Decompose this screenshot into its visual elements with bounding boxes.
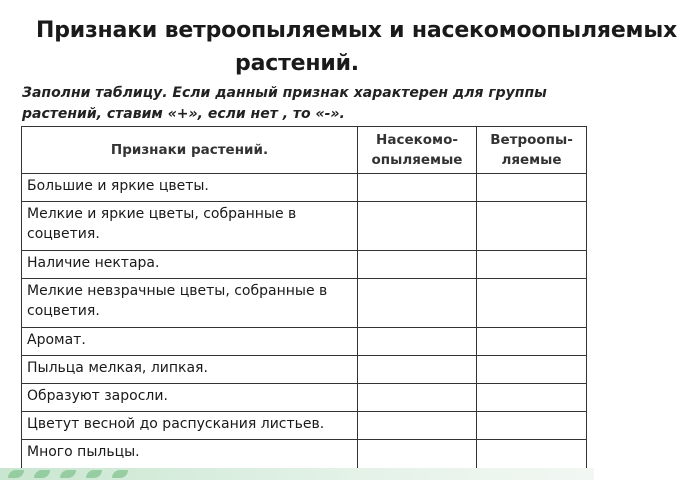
table-row [22, 440, 587, 471]
insect-answer-cell[interactable] [358, 279, 477, 328]
header-insect-text: Насекомо- опыляемые [371, 132, 463, 168]
table-row [22, 328, 587, 356]
leaf-icon [60, 470, 76, 478]
insect-answer-cell[interactable] [358, 328, 477, 356]
feature-cell: Мелкие невзрачные цветы, собранные в соцветия. [22, 279, 358, 328]
wind-answer-cell[interactable] [477, 202, 587, 251]
table-row [22, 384, 587, 412]
feature-cell: Много пыльцы. [22, 440, 358, 471]
table-header-row [22, 127, 587, 174]
feature-cell: Большие и яркие цветы. [22, 174, 358, 202]
table-row [22, 174, 587, 202]
insect-answer-cell[interactable] [358, 440, 477, 471]
header-insect-pollinated [358, 127, 477, 174]
instruction-text: Заполни таблицу. Если данный признак характерен для группы растений, ставим «+», если нет , то «-». [22, 85, 547, 122]
feature-cell: Наличие нектара. [22, 251, 358, 279]
page-title [0, 14, 677, 80]
wind-answer-cell[interactable] [477, 279, 587, 328]
insect-answer-cell[interactable] [358, 384, 477, 412]
wind-answer-cell[interactable] [477, 251, 587, 279]
feature-cell: Аромат. [22, 328, 358, 356]
wind-answer-cell[interactable] [477, 328, 587, 356]
wind-answer-cell[interactable] [477, 412, 587, 440]
leaf-icon [112, 470, 128, 478]
insect-answer-cell[interactable] [358, 202, 477, 251]
table-row [22, 356, 587, 384]
header-features: Признаки растений. [22, 127, 358, 174]
table-row [22, 251, 587, 279]
feature-cell: Цветут весной до распускания листьев. [22, 412, 358, 440]
feature-cell: Образуют заросли. [22, 384, 358, 412]
title-line-2: растений. [235, 51, 359, 76]
table-row [22, 412, 587, 440]
leaf-icon [34, 470, 50, 478]
decorative-footer-strip [0, 468, 594, 480]
wind-answer-cell[interactable] [477, 174, 587, 202]
header-wind-text: Ветроопы- ляемые [490, 132, 573, 168]
wind-answer-cell[interactable] [477, 440, 587, 471]
leaf-icon [8, 470, 24, 478]
feature-cell: Мелкие и яркие цветы, собранные в соцветия. [22, 202, 358, 251]
header-wind-pollinated [477, 127, 587, 174]
table-row [22, 279, 587, 328]
insect-answer-cell[interactable] [358, 251, 477, 279]
title-line-1: Признаки ветроопыляемых и насекомоопыляемых [36, 18, 677, 43]
leaf-icon [86, 470, 102, 478]
insect-answer-cell[interactable] [358, 412, 477, 440]
wind-answer-cell[interactable] [477, 384, 587, 412]
feature-cell: Пыльца мелкая, липкая. [22, 356, 358, 384]
insect-answer-cell[interactable] [358, 174, 477, 202]
wind-answer-cell[interactable] [477, 356, 587, 384]
table-row [22, 202, 587, 251]
features-table [21, 126, 587, 471]
insect-answer-cell[interactable] [358, 356, 477, 384]
